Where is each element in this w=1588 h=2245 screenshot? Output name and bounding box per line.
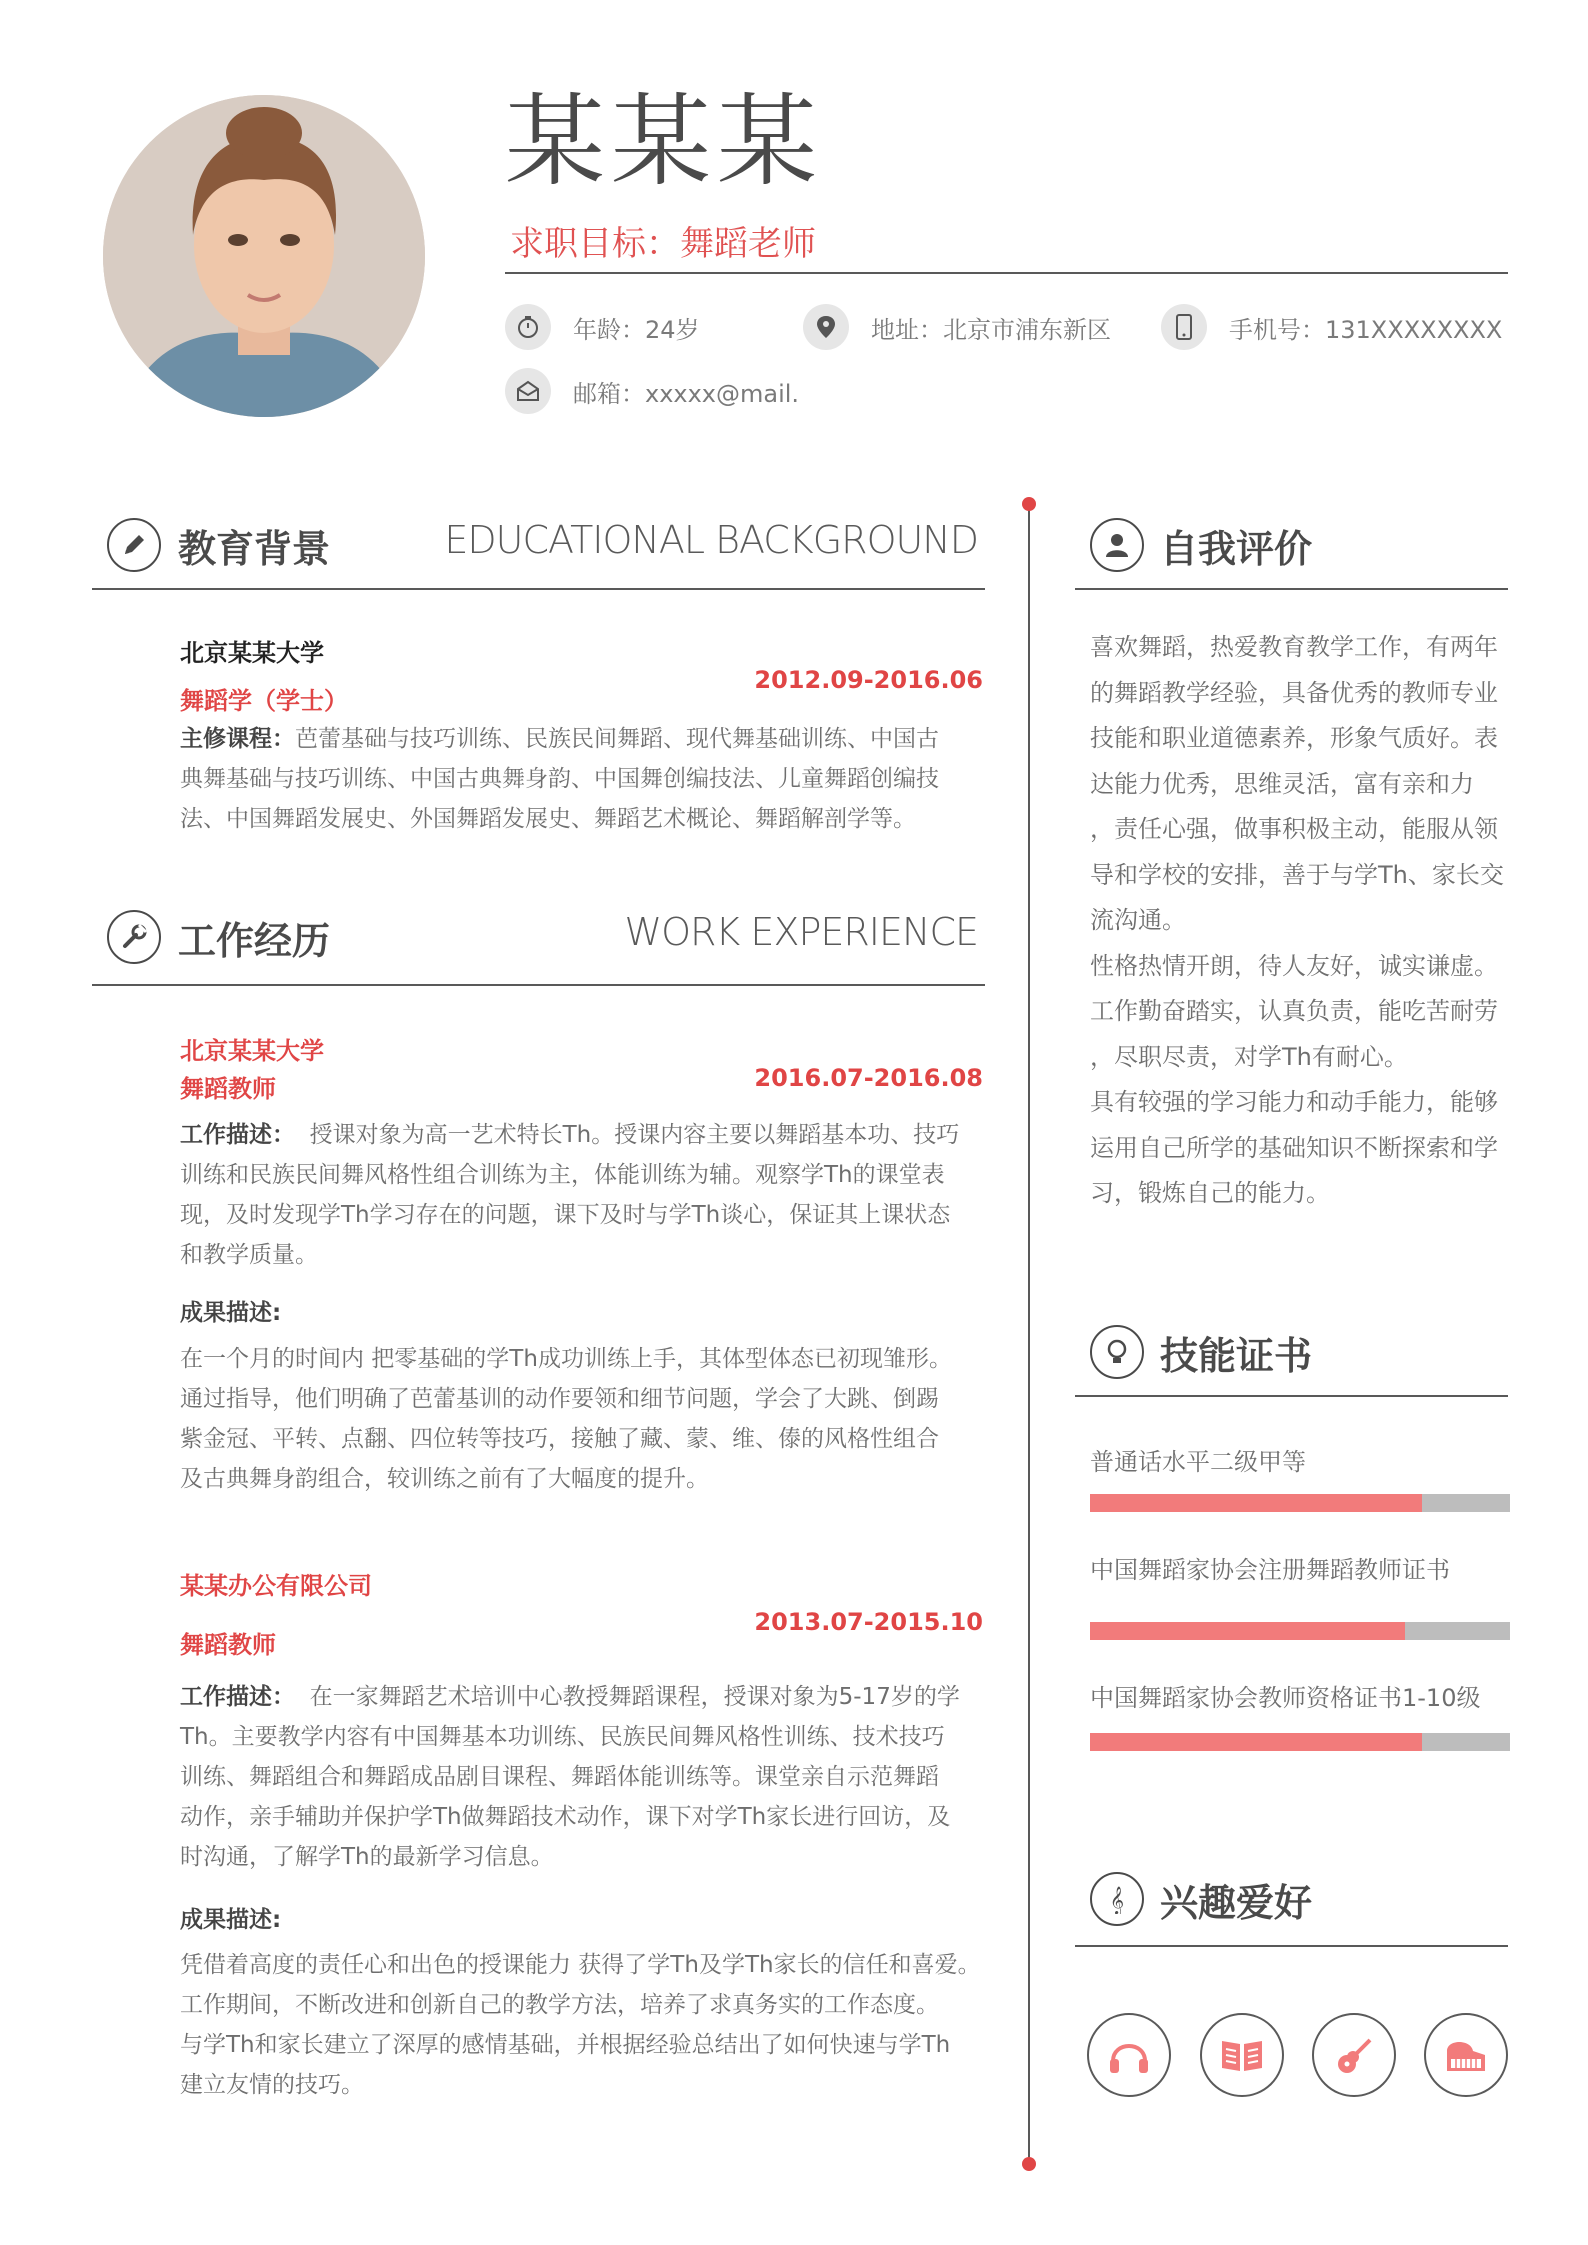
desc-line: Th。主要教学内容有中国舞基本功训练、民族民间舞风格性训练、技术技巧 (180, 1724, 945, 1750)
phone-info (1161, 304, 1502, 350)
work-rule (92, 984, 985, 986)
location-pin-icon (803, 304, 849, 350)
skills-rule (1075, 1395, 1508, 1397)
self-eval-title: 自我评价 (1160, 527, 1313, 571)
self-eval-line: 喜欢舞蹈，热爱教育教学工作，有两年 (1090, 633, 1498, 661)
self-eval-line: 工作勤奋踏实，认真负责，能吃苦耐劳 (1090, 997, 1498, 1025)
job-result (180, 1339, 1000, 1499)
self-eval-line: 习，锻炼自己的能力。 (1090, 1179, 1330, 1207)
music-note-icon (1090, 1872, 1144, 1926)
mail-icon (505, 368, 551, 414)
courses-label: 主修课程： (180, 726, 295, 752)
self-eval-line: 导和学校的安排，善于与学Th、家长交 (1090, 860, 1504, 889)
result-line: 建立友情的技巧。 (180, 2072, 364, 2098)
phone-icon (1161, 304, 1207, 350)
job-date: 2016.07-2016.08 (754, 1064, 983, 1092)
headphones-icon (1087, 2013, 1171, 2097)
result-line: 及古典舞身韵组合，较训练之前有了大幅度的提升。 (180, 1466, 709, 1492)
education-courses (180, 719, 990, 839)
email-text: 邮箱：xxxxx@mail. (573, 379, 800, 408)
pencil-icon (107, 518, 161, 572)
address-text: 地址：北京市浦东新区 (871, 315, 1111, 344)
education-rule (92, 588, 985, 590)
result-line: 紫金冠、平转、点翻、四位转等技巧，接触了藏、蒙、维、傣的风格性组合 (180, 1426, 939, 1452)
job-result (180, 1945, 1010, 2105)
candidate-name: 某某某 (505, 83, 823, 200)
result-line: 通过指导，他们明确了芭蕾基训的动作要领和细节问题，学会了大跳、倒踢 (180, 1386, 939, 1412)
skill-label: 中国舞蹈家协会教师资格证书1-10级 (1090, 1684, 1481, 1712)
book-icon (1200, 2013, 1284, 2097)
skills-title: 技能证书 (1160, 1334, 1313, 1378)
skill-bar (1090, 1622, 1510, 1640)
job-company: 北京某某大学 (180, 1037, 324, 1065)
phone-text: 手机号：131XXXXXXXX (1229, 315, 1503, 344)
timeline-dot-top (1022, 497, 1036, 511)
result-label: 成果描述: (180, 1907, 282, 1933)
desc-line: 和教学质量。 (180, 1242, 318, 1268)
result-label: 成果描述: (180, 1300, 282, 1326)
result-line: 与学Th和家长建立了深厚的感情基础，并根据经验总结出了如何快速与学Th (180, 2032, 951, 2058)
self-eval-line: 技能和职业道德素养，形象气质好。表 (1090, 724, 1498, 752)
job-position: 舞蹈教师 (180, 1075, 276, 1103)
result-line: 在一个月的时间内 把零基础的学Th成功训练上手，其体型体态已初现雏形。 (180, 1346, 952, 1372)
self-eval-line: 具有较强的学习能力和动手能力，能够 (1090, 1088, 1498, 1116)
desc-line: 时沟通，了解学Th的最新学习信息。 (180, 1844, 554, 1870)
self-eval-line: 运用自己所学的基础知识不断探索和学 (1090, 1133, 1498, 1162)
skill-bar-fill (1090, 1494, 1422, 1512)
job-description (180, 1115, 990, 1275)
education-title: 教育背景 (178, 527, 331, 571)
skill-bar-fill (1090, 1733, 1422, 1751)
self-eval-rule (1075, 588, 1508, 590)
self-eval-line: 流沟通。 (1090, 906, 1186, 934)
timeline-line (1028, 505, 1030, 2165)
email-info (505, 368, 799, 414)
education-major: 舞蹈学（学士） (180, 687, 348, 715)
lightbulb-icon (1090, 1325, 1144, 1379)
skill-label: 普通话水平二级甲等 (1090, 1448, 1306, 1476)
job-target: 求职目标：舞蹈老师 (510, 224, 816, 264)
user-icon (1090, 518, 1144, 572)
job-description (180, 1677, 1000, 1877)
self-eval-line: 达能力优秀，思维灵活，富有亲和力 (1090, 769, 1474, 798)
avatar (103, 95, 425, 417)
courses-line: 法、中国舞蹈发展史、外国舞蹈发展史、舞蹈艺术概论、舞蹈解剖学等。 (180, 806, 916, 832)
courses-line: 典舞基础与技巧训练、中国古典舞身韵、中国舞创编技法、儿童舞蹈创编技 (180, 766, 939, 792)
desc-line: 在一家舞蹈艺术培训中心教授舞蹈课程，授课对象为5-17岁的学 (309, 1684, 960, 1710)
self-eval-line: ，责任心强，做事积极主动，能服从领 (1090, 815, 1498, 843)
skill-bar (1090, 1733, 1510, 1751)
timer-icon (505, 304, 551, 350)
desc-line: 动作，亲手辅助并保护学Th做舞蹈技术动作，课下对学Th家长进行回访，及 (180, 1804, 951, 1830)
desc-label: 工作描述： (180, 1684, 295, 1710)
job-position: 舞蹈教师 (180, 1631, 276, 1659)
skill-label: 中国舞蹈家协会注册舞蹈教师证书 (1090, 1556, 1450, 1584)
skill-bar-fill (1090, 1622, 1405, 1640)
desc-label: 工作描述： (180, 1122, 295, 1148)
self-eval-line: ，尽职尽责，对学Th有耐心。 (1090, 1042, 1408, 1071)
age-info (505, 304, 700, 350)
work-title-en: WORK EXPERIENCE (624, 910, 978, 954)
svg-text:𝄞: 𝄞 (1109, 1886, 1125, 1914)
self-eval-line: 的舞蹈教学经验，具备优秀的教师专业 (1090, 678, 1498, 707)
age-text: 年龄：24岁 (573, 315, 700, 344)
result-line: 凭借着高度的责任心和出色的授课能力 获得了学Th及学Th家长的信任和喜爱。 (180, 1952, 981, 1978)
self-eval-line: 性格热情开朗，待人友好，诚实谦虚。 (1090, 951, 1498, 980)
hobbies-rule (1075, 1945, 1508, 1947)
guitar-icon (1312, 2013, 1396, 2097)
skill-bar (1090, 1494, 1510, 1512)
desc-line: 训练、舞蹈组合和舞蹈成品剧目课程、舞蹈体能训练等。课堂亲自示范舞蹈 (180, 1764, 939, 1790)
desc-line: 现，及时发现学Th学习存在的问题，课下及时与学Th谈心，保证其上课状态 (180, 1202, 951, 1228)
courses-line: 芭蕾基础与技巧训练、民族民间舞蹈、现代舞基础训练、中国古 (295, 726, 939, 752)
header-divider (505, 272, 1508, 274)
job-date: 2013.07-2015.10 (754, 1608, 983, 1636)
self-eval-text (1090, 625, 1510, 1217)
job-company: 某某办公有限公司 (180, 1572, 372, 1600)
desc-line: 授课对象为高一艺术特长Th。授课内容主要以舞蹈基本功、技巧 (309, 1122, 960, 1148)
wrench-icon (107, 910, 161, 964)
result-line: 工作期间，不断改进和创新自己的教学方法，培养了求真务实的工作态度。 (180, 1992, 939, 2018)
timeline-dot-bottom (1022, 2157, 1036, 2171)
hobbies-title: 兴趣爱好 (1160, 1881, 1313, 1925)
address-info (803, 304, 1111, 350)
desc-line: 训练和民族民间舞风格性组合训练为主，体能训练为辅。观察学Th的课堂表 (180, 1162, 945, 1188)
education-school: 北京某某大学 (180, 639, 324, 667)
work-title: 工作经历 (178, 919, 331, 963)
education-title-en: EDUCATIONAL BACKGROUND (444, 518, 978, 562)
piano-icon (1424, 2013, 1508, 2097)
education-date: 2012.09-2016.06 (754, 666, 983, 694)
